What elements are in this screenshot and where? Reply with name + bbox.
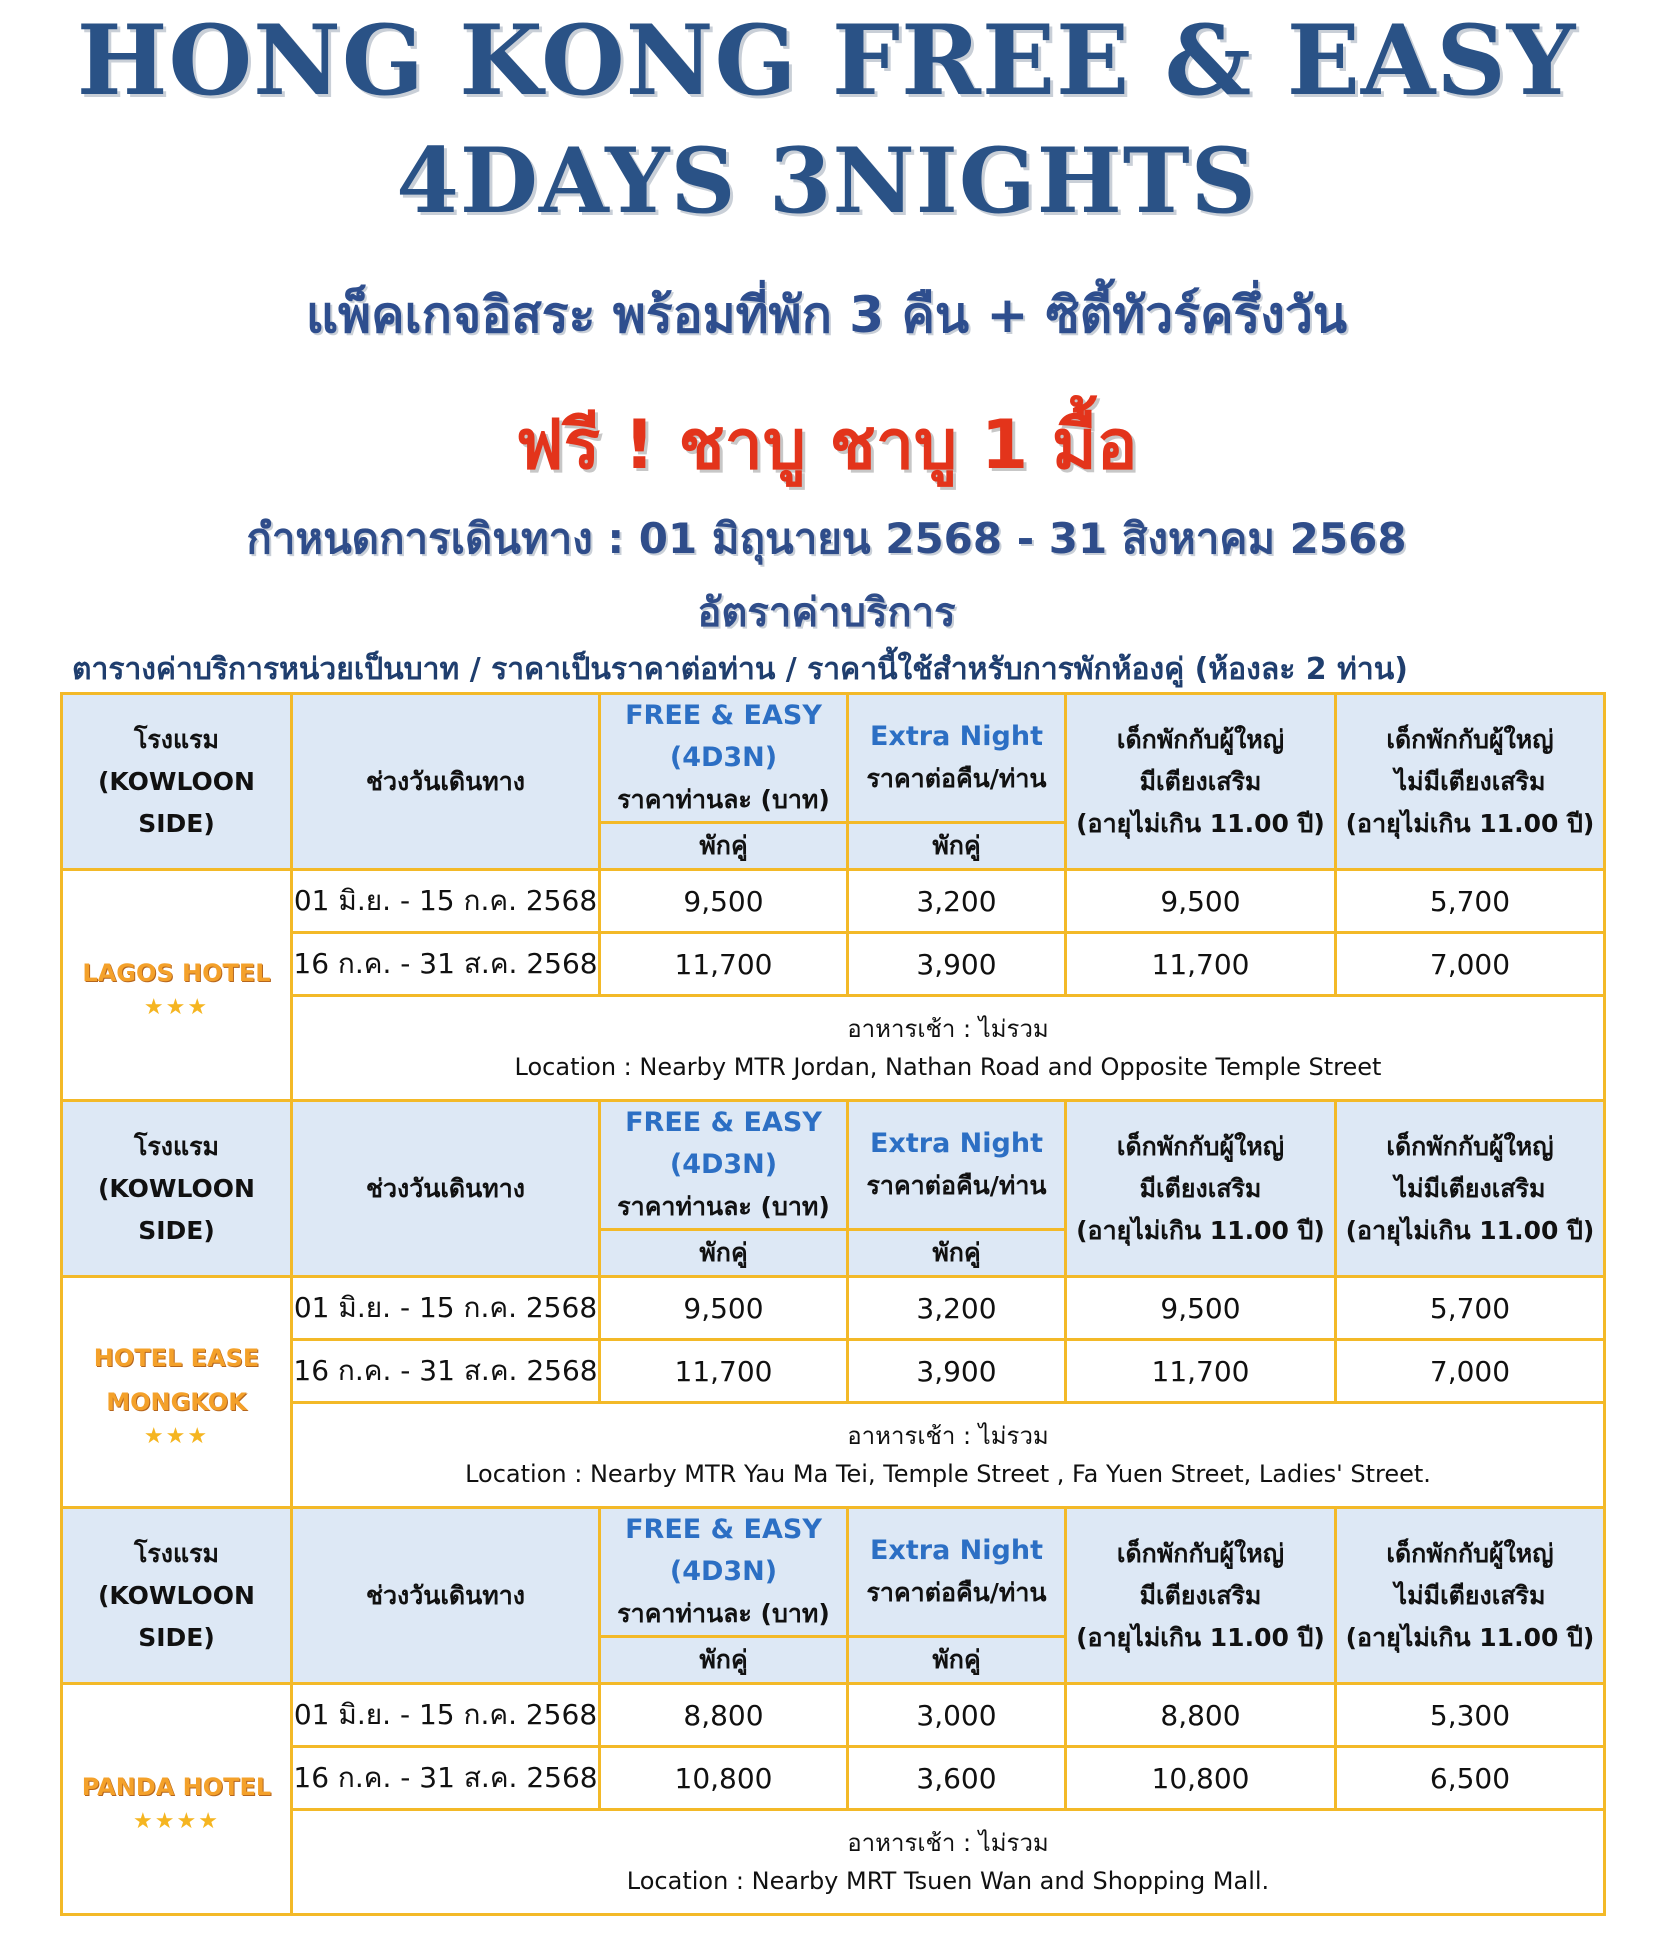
rate-title: อัตราค่าบริการ	[697, 590, 956, 636]
free-easy-duration: (4D3N)	[669, 1556, 778, 1587]
price-row	[62, 870, 1605, 933]
child-no-bed-line3: (อายุไม่เกิน 11.00 ปี)	[1345, 1215, 1595, 1245]
hotel-info	[292, 1810, 1605, 1915]
free-easy-header	[600, 1508, 848, 1637]
child-with-bed-header	[1066, 1508, 1336, 1684]
hotel-info	[292, 996, 1605, 1101]
twin-share-label: พักคู่	[848, 823, 1066, 870]
travel-period: กำหนดการเดินทาง : 01 มิถุนายน 2568 - 31 สิงหาคม 2568	[246, 514, 1407, 563]
free-easy-price: 11,700	[600, 1340, 848, 1403]
child-with-bed-line3: (อายุไม่เกิน 11.00 ปี)	[1076, 808, 1325, 838]
child-no-bed-line1: เด็กพักกับผู้ใหญ่	[1386, 1131, 1554, 1161]
travel-period-cell: 01 มิ.ย. - 15 ก.ค. 2568	[292, 870, 600, 933]
extra-night-price: 3,900	[848, 933, 1066, 996]
free-easy-header	[600, 694, 848, 823]
extra-night-label: Extra Night	[869, 1535, 1043, 1566]
child-with-bed-line3: (อายุไม่เกิน 11.00 ปี)	[1076, 1215, 1325, 1245]
extra-night-price: 3,200	[848, 870, 1066, 933]
child-no-bed-line1: เด็กพักกับผู้ใหญ่	[1386, 1538, 1554, 1568]
child-no-bed-price: 5,700	[1336, 870, 1605, 933]
hotel-header	[62, 1508, 292, 1684]
child-with-bed-line1: เด็กพักกับผู้ใหญ่	[1116, 724, 1285, 754]
travel-period-cell: 16 ก.ค. - 31 ส.ค. 2568	[292, 1747, 600, 1810]
hotel-info-row	[62, 1810, 1605, 1915]
child-no-bed-price: 5,300	[1336, 1684, 1605, 1747]
hotel-cell	[62, 1277, 292, 1508]
travel-period-cell: 01 มิ.ย. - 15 ก.ค. 2568	[292, 1277, 600, 1340]
price-row	[62, 1684, 1605, 1747]
extra-night-header	[848, 694, 1066, 823]
hotel-header-label: โรงแรม	[133, 1538, 220, 1568]
child-no-bed-line2: ไม่มีเตียงเสริม	[1394, 1173, 1546, 1203]
period-header-label: ช่วงวันเดินทาง	[366, 766, 525, 796]
period-header	[292, 1508, 600, 1684]
header-row	[62, 1101, 1605, 1230]
child-no-bed-price: 7,000	[1336, 933, 1605, 996]
hotel-name: PANDA HOTEL	[81, 1772, 272, 1801]
child-with-bed-header	[1066, 694, 1336, 870]
location-info: Location : Nearby MTR Yau Ma Tei, Temple Street , Fa Yuen Street, Ladies' Street.	[465, 1460, 1431, 1488]
child-with-bed-line1: เด็กพักกับผู้ใหญ่	[1116, 1538, 1285, 1568]
period-header	[292, 1101, 600, 1277]
hotel-cell	[62, 870, 292, 1101]
extra-night-price: 3,900	[848, 1340, 1066, 1403]
child-with-bed-price: 9,500	[1066, 870, 1336, 933]
period-header-label: ช่วงวันเดินทาง	[366, 1580, 525, 1610]
child-no-bed-line3: (อายุไม่เกิน 11.00 ปี)	[1345, 808, 1595, 838]
price-row	[62, 1747, 1605, 1810]
package-subtitle: แพ็คเกจอิสระ พร้อมที่พัก 3 คืน + ซิตี้ทัวร์ครึ่งวัน	[305, 286, 1348, 344]
hotel-header	[62, 694, 292, 870]
header-row	[62, 694, 1605, 823]
child-with-bed-header	[1066, 1101, 1336, 1277]
extra-night-price: 3,000	[848, 1684, 1066, 1747]
location-info: Location : Nearby MRT Tsuen Wan and Shopping Mall.	[626, 1867, 1270, 1895]
child-with-bed-line2: มีเตียงเสริม	[1139, 1173, 1262, 1203]
travel-period-cell: 16 ก.ค. - 31 ส.ค. 2568	[292, 933, 600, 996]
child-no-bed-line3: (อายุไม่เกิน 11.00 ปี)	[1345, 1622, 1595, 1652]
free-easy-duration: (4D3N)	[669, 1149, 778, 1180]
hotel-cell	[62, 1684, 292, 1915]
hotel-header-label: โรงแรม	[133, 724, 220, 754]
free-easy-price-label: ราคาท่านละ (บาท)	[617, 785, 830, 814]
breakfast-info: อาหารเช้า : ไม่รวม	[847, 1015, 1049, 1043]
pricing-note: ตารางค่าบริการหน่วยเป็นบาท / ราคาเป็นราคาต่อท่าน / ราคานี้ใช้สำหรับการพักห้องคู่ (ห้องละ 2 ท่าน)	[72, 652, 1408, 687]
rates-table	[60, 692, 1606, 1916]
hotel-header-side: (KOWLOON SIDE)	[98, 766, 255, 838]
twin-share-label: พักคู่	[600, 1637, 848, 1684]
promo-text: ฟรี ! ชาบู ชาบู 1 มื้อ	[515, 406, 1138, 485]
extra-night-price-label: ราคาต่อคืน/ท่าน	[866, 1171, 1047, 1200]
child-no-bed-line2: ไม่มีเตียงเสริม	[1394, 1580, 1546, 1610]
extra-night-label: Extra Night	[869, 721, 1043, 752]
period-header-label: ช่วงวันเดินทาง	[366, 1173, 525, 1203]
twin-share-label: พักคู่	[600, 823, 848, 870]
child-no-bed-header	[1336, 694, 1605, 870]
travel-period-cell: 16 ก.ค. - 31 ส.ค. 2568	[292, 1340, 600, 1403]
extra-night-price: 3,200	[848, 1277, 1066, 1340]
child-with-bed-price: 11,700	[1066, 1340, 1336, 1403]
child-no-bed-line2: ไม่มีเตียงเสริม	[1394, 766, 1546, 796]
child-with-bed-line2: มีเตียงเสริม	[1139, 1580, 1262, 1610]
free-easy-header	[600, 1101, 848, 1230]
free-easy-price: 9,500	[600, 870, 848, 933]
child-with-bed-price: 11,700	[1066, 933, 1336, 996]
child-with-bed-line3: (อายุไม่เกิน 11.00 ปี)	[1076, 1622, 1325, 1652]
hotel-name-line2: MONGKOK	[106, 1387, 247, 1416]
free-easy-price: 11,700	[600, 933, 848, 996]
hotel-name: HOTEL EASE	[93, 1343, 260, 1372]
location-info: Location : Nearby MTR Jordan, Nathan Road and Opposite Temple Street	[514, 1053, 1382, 1081]
hotel-info-row	[62, 1403, 1605, 1508]
twin-share-label: พักคู่	[848, 1230, 1066, 1277]
child-no-bed-header	[1336, 1101, 1605, 1277]
breakfast-info: อาหารเช้า : ไม่รวม	[847, 1422, 1049, 1450]
twin-share-label: พักคู่	[848, 1637, 1066, 1684]
extra-night-price-label: ราคาต่อคืน/ท่าน	[866, 764, 1047, 793]
hotel-header	[62, 1101, 292, 1277]
price-row	[62, 933, 1605, 996]
star-rating-icon: ★★★★	[133, 1808, 220, 1834]
extra-night-header	[848, 1508, 1066, 1637]
hotel-info	[292, 1403, 1605, 1508]
twin-share-label: พักคู่	[600, 1230, 848, 1277]
price-row	[62, 1340, 1605, 1403]
child-no-bed-header	[1336, 1508, 1605, 1684]
free-easy-price-label: ราคาท่านละ (บาท)	[617, 1192, 830, 1221]
child-with-bed-line2: มีเตียงเสริม	[1139, 766, 1262, 796]
hotel-info-row	[62, 996, 1605, 1101]
free-easy-price: 9,500	[600, 1277, 848, 1340]
hotel-header-side: (KOWLOON SIDE)	[98, 1173, 255, 1245]
free-easy-label: FREE & EASY	[625, 700, 822, 731]
hotel-header-label: โรงแรม	[133, 1131, 220, 1161]
star-rating-icon: ★★★	[143, 994, 210, 1020]
header-row	[62, 1508, 1605, 1637]
free-easy-label: FREE & EASY	[625, 1107, 822, 1138]
free-easy-duration: (4D3N)	[669, 742, 778, 773]
child-with-bed-line1: เด็กพักกับผู้ใหญ่	[1116, 1131, 1285, 1161]
free-easy-label: FREE & EASY	[625, 1514, 822, 1545]
star-rating-icon: ★★★	[143, 1423, 210, 1449]
hotel-name: LAGOS HOTEL	[82, 958, 271, 987]
free-easy-price: 10,800	[600, 1747, 848, 1810]
extra-night-label: Extra Night	[869, 1128, 1043, 1159]
child-no-bed-price: 7,000	[1336, 1340, 1605, 1403]
period-header	[292, 694, 600, 870]
child-with-bed-price: 9,500	[1066, 1277, 1336, 1340]
price-row	[62, 1277, 1605, 1340]
child-no-bed-price: 5,700	[1336, 1277, 1605, 1340]
child-no-bed-line1: เด็กพักกับผู้ใหญ่	[1386, 724, 1554, 754]
hotel-header-side: (KOWLOON SIDE)	[98, 1580, 255, 1652]
child-no-bed-price: 6,500	[1336, 1747, 1605, 1810]
child-with-bed-price: 10,800	[1066, 1747, 1336, 1810]
extra-night-price: 3,600	[848, 1747, 1066, 1810]
duration-title: 4DAYS 3NIGHTS	[396, 128, 1257, 234]
breakfast-info: อาหารเช้า : ไม่รวม	[847, 1829, 1049, 1857]
extra-night-header	[848, 1101, 1066, 1230]
free-easy-price-label: ราคาท่านละ (บาท)	[617, 1599, 830, 1628]
travel-period-cell: 01 มิ.ย. - 15 ก.ค. 2568	[292, 1684, 600, 1747]
child-with-bed-price: 8,800	[1066, 1684, 1336, 1747]
extra-night-price-label: ราคาต่อคืน/ท่าน	[866, 1578, 1047, 1607]
free-easy-price: 8,800	[600, 1684, 848, 1747]
main-title: HONG KONG FREE & EASY	[76, 4, 1577, 117]
